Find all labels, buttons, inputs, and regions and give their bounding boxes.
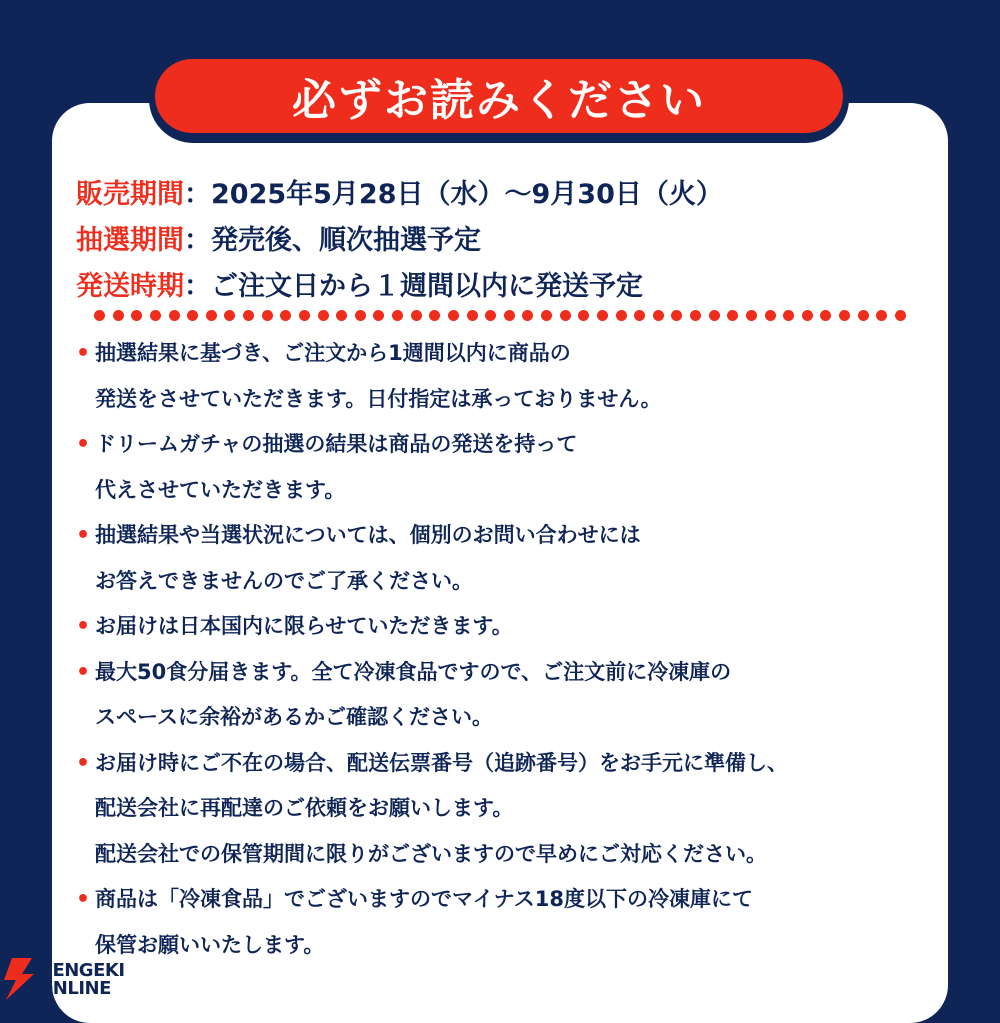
- note-line: [76, 923, 936, 969]
- note-line: [76, 331, 936, 377]
- note-text: お届け時にご不在の場合、配送伝票番号（追跡番号）をお手元に準備し、: [95, 750, 788, 775]
- divider-dot: [262, 310, 273, 321]
- note-text: 代えさせていただきます。: [95, 477, 346, 502]
- divider-dot: [765, 310, 776, 321]
- note-line: [76, 559, 936, 605]
- divider-dot: [373, 310, 384, 321]
- info-value: 2025年5月28日（水）～9月30日（火）: [211, 178, 723, 210]
- divider-dot: [467, 310, 478, 321]
- note-line: [76, 468, 936, 514]
- divider-dot: [820, 310, 831, 321]
- info-label: 抽選期間: [76, 224, 184, 256]
- note-text: 発送をさせていただきます。日付指定は承っておりません。: [95, 386, 662, 411]
- note-line: [76, 877, 936, 923]
- divider-dot: [560, 310, 571, 321]
- divider-dot: [150, 310, 161, 321]
- note-text: 配送会社での保管期間に限りがございますので早めにご対応ください。: [95, 841, 767, 866]
- divider-dot: [616, 310, 627, 321]
- bullet-icon: •: [76, 614, 91, 639]
- note-line: [76, 650, 936, 696]
- banner-pill: [155, 59, 843, 133]
- divider-dot: [392, 310, 403, 321]
- divider-dot: [653, 310, 664, 321]
- note-line: [76, 377, 936, 423]
- divider-dot: [94, 310, 105, 321]
- note-item: [76, 741, 936, 878]
- divider-dot: [578, 310, 589, 321]
- divider-dot: [522, 310, 533, 321]
- divider-dot: [839, 310, 850, 321]
- note-text: 保管お願いいたします。: [95, 932, 325, 957]
- info-row-shipping-period: [76, 260, 723, 306]
- info-label: 販売期間: [76, 178, 184, 210]
- divider-dot: [355, 310, 366, 321]
- divider-dot: [876, 310, 887, 321]
- info-row-lottery-period: [76, 214, 723, 260]
- info-row-sales-period: [76, 168, 723, 214]
- notes-list: [76, 331, 936, 968]
- sales-info: [76, 168, 723, 306]
- info-colon: ：: [184, 178, 211, 210]
- lightning-bolt-icon: [2, 958, 36, 1000]
- note-item: [76, 422, 936, 513]
- divider-dot: [411, 310, 422, 321]
- divider-dot: [690, 310, 701, 321]
- note-text: お答えできませんのでご了承ください。: [95, 568, 473, 593]
- note-text: お届けは日本国内に限らせていただきます。: [95, 614, 513, 638]
- divider-dot: [858, 310, 869, 321]
- divider-dot: [280, 310, 291, 321]
- divider-dot: [299, 310, 310, 321]
- divider-dot: [318, 310, 329, 321]
- divider-dot: [802, 310, 813, 321]
- notice-banner: [149, 55, 849, 143]
- divider-dot: [597, 310, 608, 321]
- note-line: [76, 741, 936, 787]
- bullet-icon: •: [76, 887, 91, 912]
- note-line: [76, 513, 936, 559]
- note-line: [76, 832, 936, 878]
- divider-dot: [727, 310, 738, 321]
- divider-dot: [169, 310, 180, 321]
- dotted-divider: [94, 308, 906, 322]
- divider-dot: [131, 310, 142, 321]
- info-value: ご注文日から１週間以内に発送予定: [211, 270, 643, 302]
- logo-line-2: ONLINE: [38, 978, 111, 999]
- note-text: 抽選結果や当選状況については、個別のお問い合わせには: [95, 523, 641, 547]
- bullet-icon: •: [76, 432, 91, 457]
- divider-dot: [243, 310, 254, 321]
- note-line: [76, 695, 936, 741]
- note-line: [76, 604, 936, 650]
- divider-dot: [429, 310, 440, 321]
- dengeki-online-logo: [0, 958, 124, 1000]
- info-label: 発送時期: [76, 270, 184, 302]
- divider-dot: [113, 310, 124, 321]
- divider-dot: [634, 310, 645, 321]
- divider-dot: [541, 310, 552, 321]
- divider-dot: [671, 310, 682, 321]
- divider-dot: [485, 310, 496, 321]
- note-item: [76, 604, 936, 650]
- divider-dot: [224, 310, 235, 321]
- divider-dot: [504, 310, 515, 321]
- note-text: 商品は「冷凍食品」でございますのでマイナス18度以下の冷凍庫にて: [95, 887, 753, 911]
- bullet-icon: •: [76, 659, 91, 685]
- divider-dot: [206, 310, 217, 321]
- note-line: [76, 422, 936, 468]
- info-value: 発売後、順次抽選予定: [211, 224, 481, 256]
- divider-dot: [336, 310, 347, 321]
- note-text: ドリームガチャの抽選の結果は商品の発送を持って: [95, 432, 578, 456]
- divider-dot: [709, 310, 720, 321]
- note-item: [76, 331, 936, 422]
- divider-dot: [187, 310, 198, 321]
- divider-dot: [783, 310, 794, 321]
- note-item: [76, 513, 936, 604]
- bullet-icon: •: [76, 341, 91, 366]
- note-item: [76, 650, 936, 741]
- divider-dot: [895, 310, 906, 321]
- note-item: [76, 877, 936, 968]
- note-text: スペースに余裕があるかご確認ください。: [95, 705, 493, 729]
- divider-dot: [448, 310, 459, 321]
- bullet-icon: •: [76, 523, 91, 548]
- note-text: 抽選結果に基づき、ご注文から1週間以内に商品の: [95, 341, 571, 365]
- banner-title: 必ずお読みください: [292, 75, 706, 126]
- logo-line-1: DENGEKI: [38, 960, 125, 981]
- info-colon: ：: [184, 270, 211, 302]
- info-colon: ：: [184, 224, 211, 256]
- bullet-icon: •: [76, 750, 91, 776]
- note-text: 最大50食分届きます。全て冷凍食品ですので、ご注文前に冷凍庫の: [95, 659, 732, 684]
- note-line: [76, 786, 936, 832]
- divider-dot: [746, 310, 757, 321]
- note-text: 配送会社に再配達のご依頼をお願いします。: [95, 796, 514, 820]
